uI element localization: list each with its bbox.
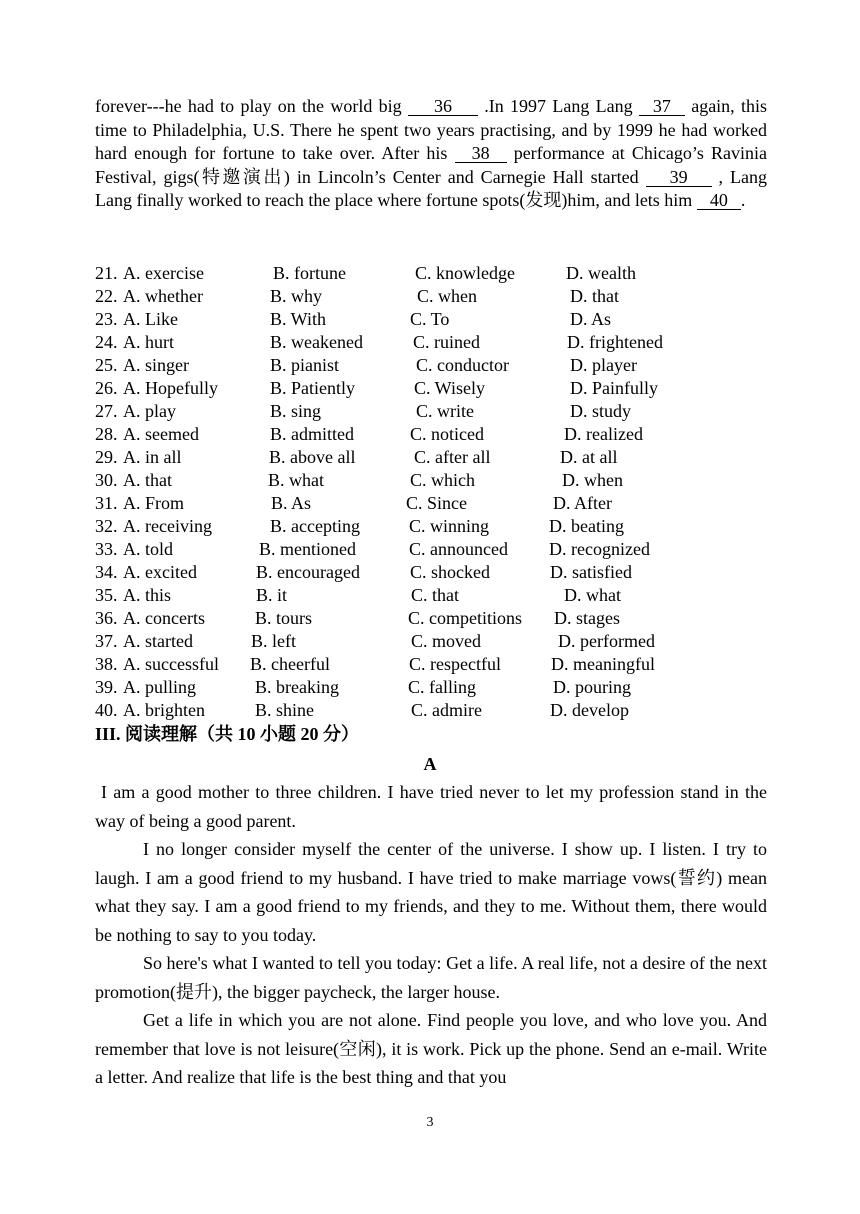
option-a: A. exercise [123,263,204,283]
option-a: A. concerts [123,608,205,628]
option-row [95,653,775,676]
option-b: B. it [256,585,288,605]
question-number: 25. [95,355,118,375]
question-number: 40. [95,700,118,720]
option-row [95,538,775,561]
option-b: B. what [268,470,324,490]
option-c: C. winning [409,516,490,536]
option-row [95,377,775,400]
blank-39: 39 [646,168,712,187]
option-d: D. pouring [553,677,631,697]
option-c: C. knowledge [415,263,515,283]
option-d: D. what [564,585,621,605]
option-a: A. Hopefully [123,378,218,398]
option-d: D. player [570,355,637,375]
option-b: B. pianist [270,355,340,375]
option-row [95,423,775,446]
option-d: D. performed [558,631,655,651]
option-b: B. accepting [270,516,360,536]
question-number: 34. [95,562,118,582]
question-number: 35. [95,585,118,605]
question-number: 37. [95,631,118,651]
option-b: B. shine [255,700,315,720]
option-c: C. falling [408,677,476,697]
option-a: A. receiving [123,516,212,536]
option-c: C. conductor [416,355,509,375]
question-number: 33. [95,539,118,559]
option-d: D. beating [549,516,624,536]
option-d: D. realized [564,424,643,444]
option-row [95,584,775,607]
question-number: 38. [95,654,118,674]
option-c: C. respectful [409,654,501,674]
reading-paragraph: So here's what I wanted to tell you today: Get a life. A real life, not a desire of the next promotion(提升), the bigger paycheck, the larger house. [95,953,767,1002]
option-b: B. tours [255,608,313,628]
question-number: 36. [95,608,118,628]
option-b: B. As [271,493,312,513]
option-b: B. why [270,286,323,306]
option-row [95,515,775,538]
passage-letter: A [423,754,437,774]
option-c: C. write [416,401,474,421]
blank-38: 38 [455,144,507,163]
option-c: C. after all [414,447,491,467]
reading-paragraph: I no longer consider myself the center of the universe. I show up. I listen. I try to laugh. I am a good friend to my husband. I have tried to make marriage vows(誓约) mean what they say. I am a good friend to my friends, and they to me. Without them, there would be nothing to say to you today. [95,839,767,945]
option-row [95,699,775,722]
option-row [95,285,775,308]
option-a: A. pulling [123,677,197,697]
option-row [95,561,775,584]
option-b: B. above all [269,447,356,467]
page-number: 3 [426,1115,434,1130]
option-b: B. Patiently [270,378,355,398]
option-row [95,308,775,331]
option-c: C. announced [409,539,508,559]
option-row [95,331,775,354]
option-b: B. breaking [255,677,339,697]
option-c: C. Wisely [414,378,485,398]
option-d: D. Painfully [570,378,658,398]
cloze-text: .In 1997 Lang Lang [477,96,639,116]
blank-37: 37 [639,97,685,116]
option-d: D. study [570,401,632,421]
cloze-text: performance at Chicago’s Ravinia Festival, gigs(特邀演出) in Lincoln’s Center and Carnegie Hall started [95,143,767,187]
option-a: A. started [123,631,193,651]
option-a: A. told [123,539,174,559]
option-d: D. meaningful [551,654,655,674]
option-c: C. ruined [413,332,480,352]
option-row [95,676,775,699]
cloze-text: again, this time to Philadelphia, U.S. There he spent two years practising, and by 1999 he had worked hard enough for fortune to take over. After his [95,96,767,163]
option-d: D. that [570,286,619,306]
answer-options-list [95,262,775,722]
option-d: D. recognized [549,539,650,559]
question-number: 28. [95,424,118,444]
option-a: A. in all [123,447,182,467]
option-d: D. wealth [566,263,636,283]
option-b: B. weakened [270,332,363,352]
option-a: A. this [123,585,172,605]
option-d: D. develop [550,700,629,720]
option-c: C. which [410,470,475,490]
option-b: B. admitted [270,424,354,444]
cloze-passage [95,95,767,213]
option-b: B. mentioned [259,539,356,559]
option-a: A. hurt [123,332,174,352]
option-a: A. From [123,493,185,513]
cloze-text: . [740,190,746,210]
option-c: C. To [410,309,450,329]
option-b: B. fortune [273,263,346,283]
question-number: 21. [95,263,118,283]
option-a: A. that [123,470,172,490]
reading-passage [95,778,767,1092]
reading-paragraph: I am a good mother to three children. I have tried never to let my profession stand in the way of being a good parent. [95,782,767,831]
cloze-text: forever---he had to play on the world big [95,96,408,116]
option-row [95,469,775,492]
option-row [95,607,775,630]
option-row [95,400,775,423]
option-a: A. seemed [123,424,199,444]
cloze-paragraph [95,95,767,213]
option-c: C. that [411,585,459,605]
option-c: C. competitions [408,608,522,628]
option-d: D. stages [554,608,620,628]
option-row [95,262,775,285]
question-number: 29. [95,447,118,467]
option-c: C. moved [411,631,481,651]
option-a: A. singer [123,355,189,375]
question-number: 31. [95,493,118,513]
question-number: 23. [95,309,118,329]
option-row [95,630,775,653]
option-row [95,354,775,377]
option-b: B. left [251,631,296,651]
option-c: C. noticed [410,424,484,444]
option-a: A. Like [123,309,178,329]
question-number: 39. [95,677,118,697]
option-d: D. After [553,493,612,513]
reading-paragraph: Get a life in which you are not alone. Find people you love, and who love you. And remember that love is not leisure(空闲), it is work. Pick up the phone. Send an e-mail. Write a letter. And realize that life is the best thing and that you [95,1010,767,1087]
blank-40: 40 [697,191,741,210]
cloze-text: , Lang Lang finally worked to reach the place where fortune spots(发现)him, and lets him [95,166,767,210]
option-row [95,492,775,515]
option-c: C. when [417,286,477,306]
option-d: D. frightened [567,332,663,352]
option-a: A. successful [123,654,219,674]
option-c: C. Since [406,493,467,513]
question-number: 30. [95,470,118,490]
question-number: 32. [95,516,118,536]
option-d: D. As [570,309,612,329]
question-number: 22. [95,286,118,306]
option-a: A. whether [123,286,203,306]
option-b: B. sing [270,401,322,421]
option-a: A. play [123,401,176,421]
option-b: B. encouraged [256,562,360,582]
section-title: III. 阅读理解（共 10 小题 20 分） [95,724,360,744]
blank-36: 36 [408,97,478,116]
option-b: B. With [270,309,326,329]
option-d: D. satisfied [550,562,632,582]
option-d: D. when [562,470,623,490]
option-c: C. admire [411,700,482,720]
option-b: B. cheerful [250,654,330,674]
option-d: D. at all [560,447,618,467]
question-number: 24. [95,332,118,352]
question-number: 26. [95,378,118,398]
option-c: C. shocked [410,562,490,582]
option-row [95,446,775,469]
question-number: 27. [95,401,118,421]
option-a: A. excited [123,562,197,582]
option-a: A. brighten [123,700,205,720]
